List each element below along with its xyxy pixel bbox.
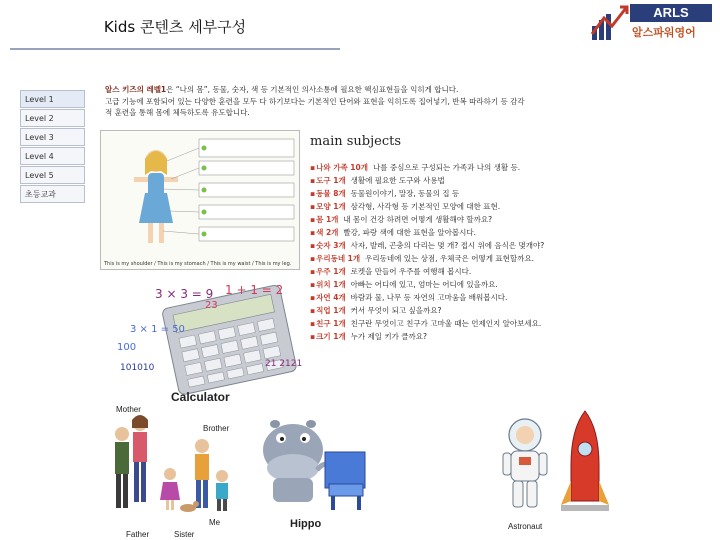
subject-row: ▪크기 1개 누가 제일 키가 클까요? bbox=[310, 332, 428, 341]
subject-head: 도구 1개 bbox=[316, 176, 346, 185]
description-line1: 은 “나의 몸”, 동물, 숫자, 색 등 기본적인 의사소통에 필요한 핵심표현들을 익히게 합니다. bbox=[166, 85, 459, 94]
label-me: Me bbox=[209, 518, 221, 527]
subject-row: ▪동물 8개 동물원이야기, 말장, 동물의 집 등 bbox=[310, 189, 460, 198]
level-menu bbox=[20, 90, 85, 204]
level-item-3[interactable]: Level 3 bbox=[20, 128, 85, 146]
subject-head: 숫자 3개 bbox=[316, 241, 346, 250]
subject-list bbox=[310, 161, 710, 343]
logo-mark-icon bbox=[590, 4, 630, 44]
calculator-label: Calculator bbox=[171, 390, 230, 404]
level-item-1[interactable]: Level 1 bbox=[20, 90, 85, 108]
subject-row: ▪모양 1개 삼각형, 사각형 등 기본적인 모양에 대한 표현. bbox=[310, 202, 501, 211]
level-description bbox=[105, 84, 585, 119]
logo-subtitle: 알스파워영어 bbox=[632, 26, 696, 39]
subject-row: ▪자연 4개 바람과 물, 나무 등 자연의 고마움을 배워봅시다. bbox=[310, 293, 508, 302]
subject-head: 색 2개 bbox=[316, 228, 339, 237]
subject-text: 삼각형, 사각형 등 기본적인 모양에 대한 표현. bbox=[350, 202, 501, 211]
level-item-elementary[interactable]: 초등교과 bbox=[20, 185, 85, 203]
subject-row: ▪도구 1개 생활에 필요한 도구와 사용법 bbox=[310, 176, 445, 185]
subject-text: 바람과 물, 나무 등 자연의 고마움을 배워봅시다. bbox=[350, 293, 508, 302]
subject-row: ▪우주 1개 로켓을 만들어 우주를 여행해 봅시다. bbox=[310, 267, 472, 276]
subject-row: ▪친구 1개 친구란 무엇이고 친구가 고마울 때는 언제인지 알아보세요. bbox=[310, 319, 542, 328]
calc-handwriting-6: 23 bbox=[205, 300, 218, 311]
label-brother: Brother bbox=[203, 424, 230, 433]
subject-row: ▪몸 1개 내 몸이 건강 하려면 어떻게 생활해야 할까요? bbox=[310, 215, 493, 224]
subject-text: 친구란 무엇이고 친구가 고마울 때는 언제인지 알아보세요. bbox=[350, 319, 542, 328]
astronaut-label: Astronaut bbox=[508, 522, 543, 531]
label-mother: Mother bbox=[116, 405, 141, 414]
worksheet-caption: This is my shoulder / This is my stomach / This is my waist / This is my leg. bbox=[104, 261, 292, 267]
subject-text: 커서 무엇이 되고 싶을까요? bbox=[350, 306, 442, 315]
description-line3: 적 훈련을 통해 몸에 체득하도록 유도합니다. bbox=[105, 108, 250, 117]
page-header bbox=[10, 4, 340, 50]
subject-head: 친구 1개 bbox=[316, 319, 346, 328]
subject-text: 누가 제일 키가 클까요? bbox=[350, 332, 428, 341]
hippo-illustration-icon bbox=[245, 410, 375, 515]
calc-handwriting-1: 3 × 3 = 9 bbox=[155, 287, 214, 301]
subject-head: 직업 1개 bbox=[316, 306, 346, 315]
subject-head: 자연 4개 bbox=[316, 293, 346, 302]
label-father: Father bbox=[126, 530, 150, 539]
subject-row: ▪직업 1개 커서 무엇이 되고 싶을까요? bbox=[310, 306, 442, 315]
subject-text: 내 몸이 건강 하려면 어떻게 생활해야 할까요? bbox=[343, 215, 493, 224]
subject-text: 아빠는 어디에 있고, 엄마는 어디에 있을까요. bbox=[350, 280, 498, 289]
astronaut-illustration-icon bbox=[495, 405, 615, 520]
subject-head: 모양 1개 bbox=[316, 202, 346, 211]
girl-illustration-icon bbox=[101, 131, 299, 259]
description-lead: 알스 키즈의 레벨1 bbox=[105, 85, 167, 94]
subject-text: 사자, 발레, 곤충의 다리는 몇 개? 접시 위에 음식은 몇개야? bbox=[350, 241, 545, 250]
main-subjects-title: main subjects bbox=[310, 134, 402, 149]
arls-logo bbox=[590, 2, 715, 46]
subject-row: ▪숫자 3개 사자, 발레, 곤충의 다리는 몇 개? 접시 위에 음식은 몇개야? bbox=[310, 241, 545, 250]
level-item-4[interactable]: Level 4 bbox=[20, 147, 85, 165]
subject-head: 우주 1개 bbox=[316, 267, 346, 276]
subject-text: 동물원이야기, 말장, 동물의 집 등 bbox=[350, 189, 460, 198]
subject-row: ▪나와 가족 10개 나를 중심으로 구성되는 가족과 나의 생활 등. bbox=[310, 163, 521, 172]
subject-text: 빨강, 파랑 색에 대한 표현을 알아봅시다. bbox=[343, 228, 477, 237]
hippo-label: Hippo bbox=[290, 518, 322, 530]
label-sister: Sister bbox=[174, 530, 195, 539]
subject-head: 크기 1개 bbox=[316, 332, 346, 341]
subject-head: 몸 1개 bbox=[316, 215, 339, 224]
page-title: Kids 콘텐츠 세부구성 bbox=[103, 18, 247, 36]
subject-text: 우리동네에 있는 상점, 우체국은 어떻게 표현할까요. bbox=[365, 254, 534, 263]
subject-head: 우리동네 1개 bbox=[316, 254, 361, 263]
subject-head: 위치 1개 bbox=[316, 280, 346, 289]
body-parts-worksheet bbox=[100, 130, 300, 270]
calc-handwriting-4: 100 bbox=[117, 342, 137, 353]
calc-handwriting-5: 101010 bbox=[120, 363, 155, 373]
level-item-2[interactable]: Level 2 bbox=[20, 109, 85, 127]
calc-handwriting-3: 3 × 1 = 50 bbox=[130, 324, 185, 335]
calc-handwriting-2: 1 + 1 = 2 bbox=[225, 283, 284, 297]
subject-row: ▪우리동네 1개 우리동네에 있는 상점, 우체국은 어떻게 표현할까요. bbox=[310, 254, 534, 263]
subject-head: 동물 8개 bbox=[316, 189, 346, 198]
subject-row: ▪위치 1개 아빠는 어디에 있고, 엄마는 어디에 있을까요. bbox=[310, 280, 498, 289]
level-item-5[interactable]: Level 5 bbox=[20, 166, 85, 184]
description-line2: 고급 기능에 포함되어 있는 다양한 훈련을 모두 다 하기보다는 기본적인 단어와 표현을 익히도록 집어넣기, 반복 따라하기 등 감각 bbox=[105, 96, 525, 106]
subject-text: 로켓을 만들어 우주를 여행해 봅시다. bbox=[350, 267, 472, 276]
logo-name: ARLS bbox=[630, 4, 712, 22]
subject-text: 나를 중심으로 구성되는 가족과 나의 생활 등. bbox=[372, 163, 521, 172]
subject-row: ▪색 2개 빨강, 파랑 색에 대한 표현을 알아봅시다. bbox=[310, 228, 477, 237]
calc-handwriting-7: 21 2121 bbox=[265, 359, 303, 369]
subject-head: 나와 가족 10개 bbox=[316, 163, 368, 172]
subject-text: 생활에 필요한 도구와 사용법 bbox=[350, 176, 445, 185]
